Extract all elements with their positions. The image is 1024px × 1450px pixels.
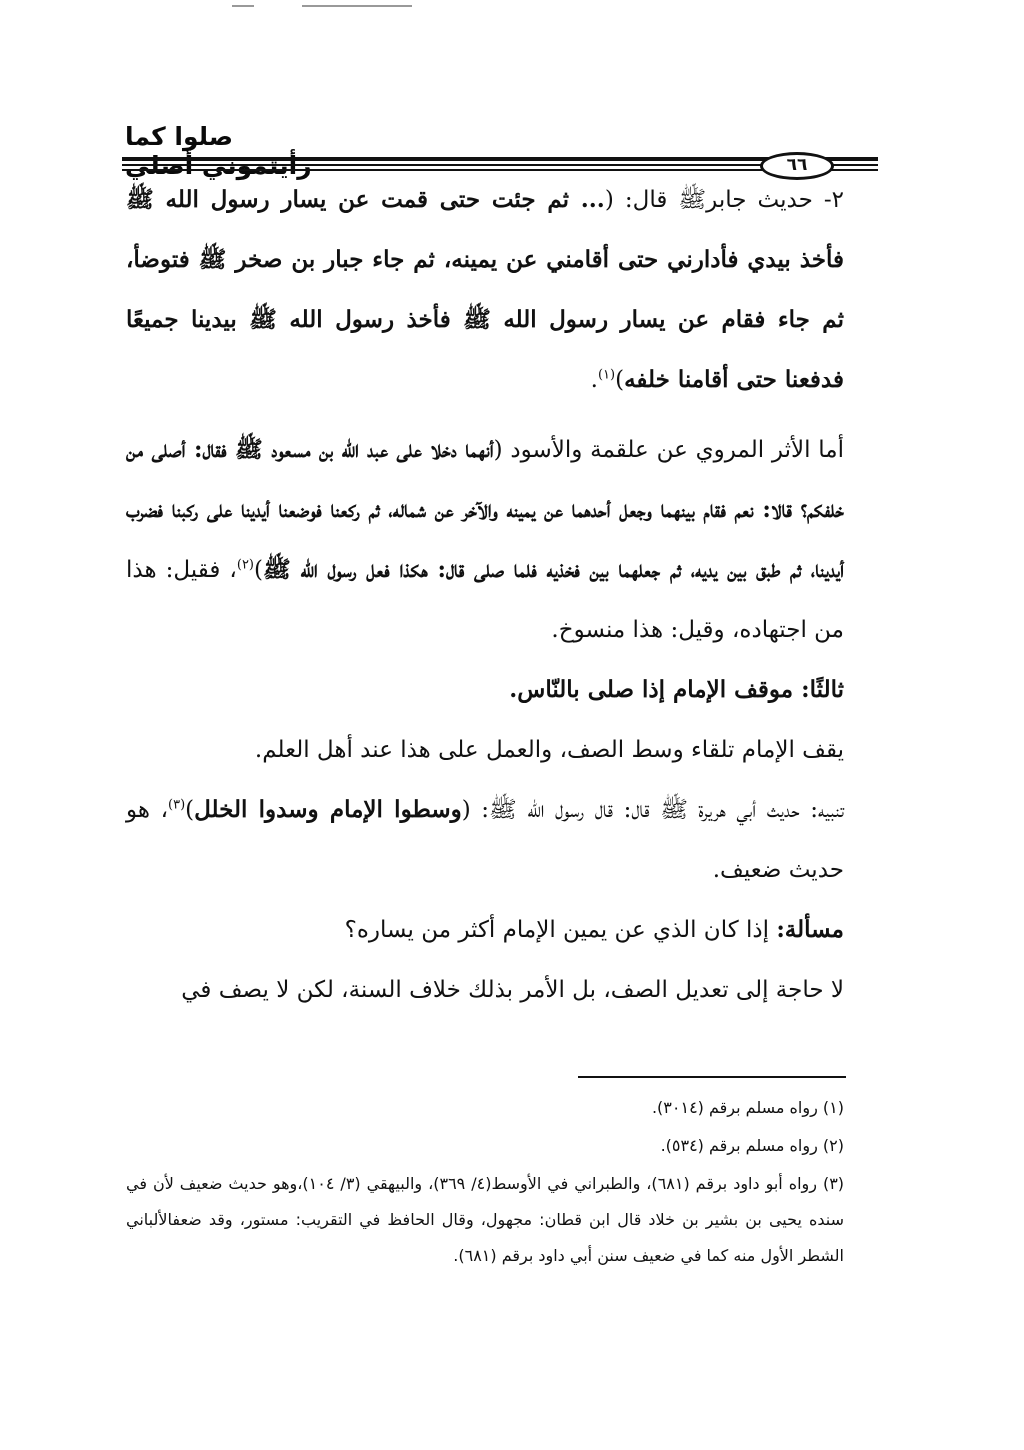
hadith-quote: ... ثم جئت حتى قمت عن يسار رسول الله ﷺ فأخذ بيدي فأدارني حتى أقامني عن يمينه، ثم جاء جبار بن صخر ﷺ فتوضأ، ثم جاء فقام عن يسار رسول الله ﷺ فأخذ رسول الله ﷺ بيدينا جميعًا فدفعنا حتى أقامنا خلفه — [126, 186, 844, 393]
page-body — [126, 170, 844, 1020]
scan-edge-mark — [232, 5, 254, 7]
footnote-2: (٢) رواه مسلم برقم (٥٣٤). — [660, 1136, 844, 1155]
footnote-ref: (١) — [597, 367, 616, 383]
section-heading: ثالثًا: موقف الإمام إذا صلى بالنّاس. — [509, 676, 844, 703]
scan-edge-mark — [302, 5, 412, 7]
athar-quote: أنهما دخلا على عبد الله بن مسعود ﷺ فقال: أصلى من خلفكم؟ قالا: نعم فقام بينهما وجعل أحدهما عن يمينه والآخر عن شماله، ثم ركعنا فوضعنا أيدينا على ركبنا فضرب أيدينا، ثم طبق بين يديه، ثم جعلهما بين فخذيه فلما صلى قال: هكذا فعل رسول الله ﷺ — [126, 436, 844, 583]
sentence-end: . — [590, 367, 598, 393]
paragraph-tail: ، هو حديث ضعيف. — [126, 797, 844, 883]
question-text: إذا كان الذي عن يمين الإمام أكثر من يساره؟ — [344, 917, 777, 943]
paragraph-jabir-hadith — [126, 170, 844, 410]
paragraph-lead: أما الأثر المروي عن علقمة والأسود ( — [493, 437, 844, 463]
footnote-separator — [578, 1076, 846, 1078]
quote-close: ) — [185, 797, 195, 823]
paragraph-lead: تنبيه: حديث أبي هريرة ﷺ قال: قال رسول الله ﷺ: ( — [461, 797, 844, 823]
footnote-ref: (٢) — [236, 557, 254, 573]
paragraph-imam-position: يقف الإمام تلقاء وسط الصف، والعمل على هذا عند أهل العلم. — [254, 737, 844, 763]
footnotes — [126, 1090, 844, 1274]
hadith-quote: وسطوا الإمام وسدوا الخلل — [194, 796, 462, 823]
paragraph-notice — [126, 780, 844, 900]
paragraph-tail: ، فقيل: هذا من اجتهاده، وقيل: هذا منسوخ. — [126, 557, 844, 643]
page-number: ٦٦ — [760, 152, 834, 180]
running-title: صلوا كما — [125, 122, 233, 151]
footnote-1: (١) رواه مسلم برقم (٣٠١٤). — [651, 1098, 844, 1117]
paragraph-question — [126, 900, 844, 960]
question-label: مسألة: — [776, 916, 844, 943]
quote-close: ) — [615, 367, 625, 393]
footnote-ref: (٣) — [168, 797, 186, 813]
paragraph-alqamah-athar — [126, 420, 844, 660]
paragraph-answer: لا حاجة إلى تعديل الصف، بل الأمر بذلك خلاف السنة، لكن لا يصف في — [181, 977, 844, 1003]
footnote-3: (٣) رواه أبو داود برقم (٦٨١)، والطبراني في الأوسط(٤/ ٣٦٩)، والبيهقي (٣/ ١٠٤)،وهو حديث ضعيف لأن في سنده يحيى بن بشير بن خلاد قال ابن قطان: مجهول، وقال الحافظ في التقريب: مستور، وقد ضعفالألباني الشطر الأول منه كما في ضعيف سنن أبي داود برقم (٦٨١). — [126, 1174, 845, 1265]
quote-close: ) — [254, 557, 263, 583]
paragraph-lead: ٢- حديث جابرﷺ قال: ( — [604, 187, 844, 213]
